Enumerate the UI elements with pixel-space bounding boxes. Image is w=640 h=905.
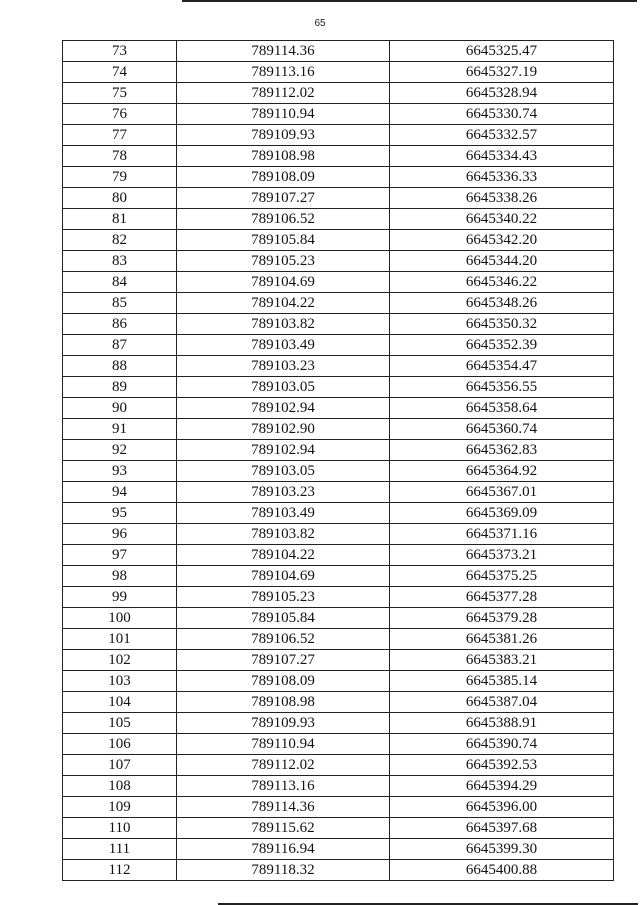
table-row bbox=[63, 608, 614, 629]
x-coordinate-cell: 789115.62 bbox=[177, 818, 390, 839]
point-number-cell: 77 bbox=[63, 125, 177, 146]
y-coordinate-cell: 6645394.29 bbox=[390, 776, 614, 797]
y-coordinate-cell: 6645334.43 bbox=[390, 146, 614, 167]
table-row bbox=[63, 734, 614, 755]
x-coordinate-cell: 789113.16 bbox=[177, 776, 390, 797]
y-coordinate-cell: 6645369.09 bbox=[390, 503, 614, 524]
x-coordinate-cell: 789108.09 bbox=[177, 671, 390, 692]
table-row bbox=[63, 314, 614, 335]
point-number-cell: 94 bbox=[63, 482, 177, 503]
y-coordinate-cell: 6645358.64 bbox=[390, 398, 614, 419]
table-row bbox=[63, 419, 614, 440]
y-coordinate-cell: 6645379.28 bbox=[390, 608, 614, 629]
y-coordinate-cell: 6645367.01 bbox=[390, 482, 614, 503]
point-number-cell: 84 bbox=[63, 272, 177, 293]
x-coordinate-cell: 789104.22 bbox=[177, 545, 390, 566]
x-coordinate-cell: 789114.36 bbox=[177, 41, 390, 62]
x-coordinate-cell: 789105.84 bbox=[177, 230, 390, 251]
x-coordinate-cell: 789113.16 bbox=[177, 62, 390, 83]
y-coordinate-cell: 6645390.74 bbox=[390, 734, 614, 755]
table-row bbox=[63, 377, 614, 398]
point-number-cell: 90 bbox=[63, 398, 177, 419]
table-row bbox=[63, 860, 614, 881]
x-coordinate-cell: 789112.02 bbox=[177, 83, 390, 104]
point-number-cell: 112 bbox=[63, 860, 177, 881]
point-number-cell: 106 bbox=[63, 734, 177, 755]
y-coordinate-cell: 6645346.22 bbox=[390, 272, 614, 293]
point-number-cell: 103 bbox=[63, 671, 177, 692]
table-row bbox=[63, 524, 614, 545]
table-row bbox=[63, 125, 614, 146]
x-coordinate-cell: 789102.94 bbox=[177, 398, 390, 419]
point-number-cell: 96 bbox=[63, 524, 177, 545]
y-coordinate-cell: 6645325.47 bbox=[390, 41, 614, 62]
y-coordinate-cell: 6645400.88 bbox=[390, 860, 614, 881]
x-coordinate-cell: 789102.90 bbox=[177, 419, 390, 440]
y-coordinate-cell: 6645385.14 bbox=[390, 671, 614, 692]
point-number-cell: 88 bbox=[63, 356, 177, 377]
y-coordinate-cell: 6645330.74 bbox=[390, 104, 614, 125]
point-number-cell: 76 bbox=[63, 104, 177, 125]
point-number-cell: 79 bbox=[63, 167, 177, 188]
point-number-cell: 82 bbox=[63, 230, 177, 251]
page-number: 65 bbox=[314, 18, 326, 29]
y-coordinate-cell: 6645350.32 bbox=[390, 314, 614, 335]
table-row bbox=[63, 62, 614, 83]
table-row bbox=[63, 503, 614, 524]
point-number-cell: 105 bbox=[63, 713, 177, 734]
y-coordinate-cell: 6645340.22 bbox=[390, 209, 614, 230]
table-row bbox=[63, 566, 614, 587]
y-coordinate-cell: 6645399.30 bbox=[390, 839, 614, 860]
point-number-cell: 111 bbox=[63, 839, 177, 860]
table-row bbox=[63, 461, 614, 482]
point-number-cell: 74 bbox=[63, 62, 177, 83]
table-row bbox=[63, 797, 614, 818]
point-number-cell: 104 bbox=[63, 692, 177, 713]
point-number-cell: 73 bbox=[63, 41, 177, 62]
y-coordinate-cell: 6645392.53 bbox=[390, 755, 614, 776]
table-row bbox=[63, 251, 614, 272]
x-coordinate-cell: 789110.94 bbox=[177, 734, 390, 755]
y-coordinate-cell: 6645383.21 bbox=[390, 650, 614, 671]
x-coordinate-cell: 789104.69 bbox=[177, 566, 390, 587]
x-coordinate-cell: 789105.23 bbox=[177, 251, 390, 272]
x-coordinate-cell: 789106.52 bbox=[177, 209, 390, 230]
table-row bbox=[63, 587, 614, 608]
table-row bbox=[63, 398, 614, 419]
y-coordinate-cell: 6645373.21 bbox=[390, 545, 614, 566]
point-number-cell: 78 bbox=[63, 146, 177, 167]
y-coordinate-cell: 6645342.20 bbox=[390, 230, 614, 251]
point-number-cell: 92 bbox=[63, 440, 177, 461]
point-number-cell: 97 bbox=[63, 545, 177, 566]
table-row bbox=[63, 440, 614, 461]
y-coordinate-cell: 6645332.57 bbox=[390, 125, 614, 146]
table-row bbox=[63, 272, 614, 293]
point-number-cell: 95 bbox=[63, 503, 177, 524]
y-coordinate-cell: 6645371.16 bbox=[390, 524, 614, 545]
point-number-cell: 101 bbox=[63, 629, 177, 650]
x-coordinate-cell: 789105.84 bbox=[177, 608, 390, 629]
top-rule bbox=[182, 0, 637, 2]
y-coordinate-cell: 6645396.00 bbox=[390, 797, 614, 818]
point-number-cell: 102 bbox=[63, 650, 177, 671]
y-coordinate-cell: 6645397.68 bbox=[390, 818, 614, 839]
point-number-cell: 100 bbox=[63, 608, 177, 629]
point-number-cell: 107 bbox=[63, 755, 177, 776]
x-coordinate-cell: 789108.98 bbox=[177, 692, 390, 713]
table-row bbox=[63, 713, 614, 734]
point-number-cell: 98 bbox=[63, 566, 177, 587]
table-row bbox=[63, 755, 614, 776]
table-row bbox=[63, 818, 614, 839]
table-row bbox=[63, 167, 614, 188]
x-coordinate-cell: 789108.09 bbox=[177, 167, 390, 188]
table-row bbox=[63, 293, 614, 314]
y-coordinate-cell: 6645388.91 bbox=[390, 713, 614, 734]
y-coordinate-cell: 6645328.94 bbox=[390, 83, 614, 104]
x-coordinate-cell: 789109.93 bbox=[177, 125, 390, 146]
x-coordinate-cell: 789116.94 bbox=[177, 839, 390, 860]
x-coordinate-cell: 789107.27 bbox=[177, 650, 390, 671]
table-row bbox=[63, 671, 614, 692]
table-row bbox=[63, 209, 614, 230]
table-row bbox=[63, 335, 614, 356]
y-coordinate-cell: 6645387.04 bbox=[390, 692, 614, 713]
y-coordinate-cell: 6645381.26 bbox=[390, 629, 614, 650]
table-row bbox=[63, 356, 614, 377]
x-coordinate-cell: 789118.32 bbox=[177, 860, 390, 881]
x-coordinate-cell: 789103.82 bbox=[177, 314, 390, 335]
x-coordinate-cell: 789104.22 bbox=[177, 293, 390, 314]
y-coordinate-cell: 6645375.25 bbox=[390, 566, 614, 587]
point-number-cell: 87 bbox=[63, 335, 177, 356]
x-coordinate-cell: 789103.49 bbox=[177, 335, 390, 356]
point-number-cell: 75 bbox=[63, 83, 177, 104]
table-row bbox=[63, 482, 614, 503]
table-row bbox=[63, 650, 614, 671]
y-coordinate-cell: 6645356.55 bbox=[390, 377, 614, 398]
point-number-cell: 108 bbox=[63, 776, 177, 797]
point-number-cell: 109 bbox=[63, 797, 177, 818]
x-coordinate-cell: 789114.36 bbox=[177, 797, 390, 818]
y-coordinate-cell: 6645362.83 bbox=[390, 440, 614, 461]
y-coordinate-cell: 6645360.74 bbox=[390, 419, 614, 440]
point-number-cell: 83 bbox=[63, 251, 177, 272]
coordinates-table bbox=[62, 40, 614, 881]
x-coordinate-cell: 789106.52 bbox=[177, 629, 390, 650]
point-number-cell: 85 bbox=[63, 293, 177, 314]
x-coordinate-cell: 789108.98 bbox=[177, 146, 390, 167]
y-coordinate-cell: 6645348.26 bbox=[390, 293, 614, 314]
point-number-cell: 86 bbox=[63, 314, 177, 335]
x-coordinate-cell: 789103.82 bbox=[177, 524, 390, 545]
x-coordinate-cell: 789103.05 bbox=[177, 461, 390, 482]
table-row bbox=[63, 41, 614, 62]
table-row bbox=[63, 230, 614, 251]
table-row bbox=[63, 776, 614, 797]
table-row bbox=[63, 629, 614, 650]
x-coordinate-cell: 789103.05 bbox=[177, 377, 390, 398]
point-number-cell: 81 bbox=[63, 209, 177, 230]
x-coordinate-cell: 789109.93 bbox=[177, 713, 390, 734]
point-number-cell: 110 bbox=[63, 818, 177, 839]
point-number-cell: 99 bbox=[63, 587, 177, 608]
point-number-cell: 91 bbox=[63, 419, 177, 440]
coordinates-table-body bbox=[63, 41, 614, 881]
y-coordinate-cell: 6645336.33 bbox=[390, 167, 614, 188]
table-row bbox=[63, 146, 614, 167]
x-coordinate-cell: 789107.27 bbox=[177, 188, 390, 209]
table-row bbox=[63, 83, 614, 104]
y-coordinate-cell: 6645327.19 bbox=[390, 62, 614, 83]
table-row bbox=[63, 545, 614, 566]
table-row bbox=[63, 839, 614, 860]
x-coordinate-cell: 789104.69 bbox=[177, 272, 390, 293]
y-coordinate-cell: 6645352.39 bbox=[390, 335, 614, 356]
x-coordinate-cell: 789103.49 bbox=[177, 503, 390, 524]
x-coordinate-cell: 789103.23 bbox=[177, 482, 390, 503]
point-number-cell: 89 bbox=[63, 377, 177, 398]
x-coordinate-cell: 789105.23 bbox=[177, 587, 390, 608]
table-row bbox=[63, 104, 614, 125]
x-coordinate-cell: 789112.02 bbox=[177, 755, 390, 776]
y-coordinate-cell: 6645364.92 bbox=[390, 461, 614, 482]
y-coordinate-cell: 6645377.28 bbox=[390, 587, 614, 608]
x-coordinate-cell: 789103.23 bbox=[177, 356, 390, 377]
y-coordinate-cell: 6645344.20 bbox=[390, 251, 614, 272]
point-number-cell: 80 bbox=[63, 188, 177, 209]
x-coordinate-cell: 789102.94 bbox=[177, 440, 390, 461]
table-row bbox=[63, 188, 614, 209]
y-coordinate-cell: 6645354.47 bbox=[390, 356, 614, 377]
point-number-cell: 93 bbox=[63, 461, 177, 482]
table-row bbox=[63, 692, 614, 713]
x-coordinate-cell: 789110.94 bbox=[177, 104, 390, 125]
y-coordinate-cell: 6645338.26 bbox=[390, 188, 614, 209]
